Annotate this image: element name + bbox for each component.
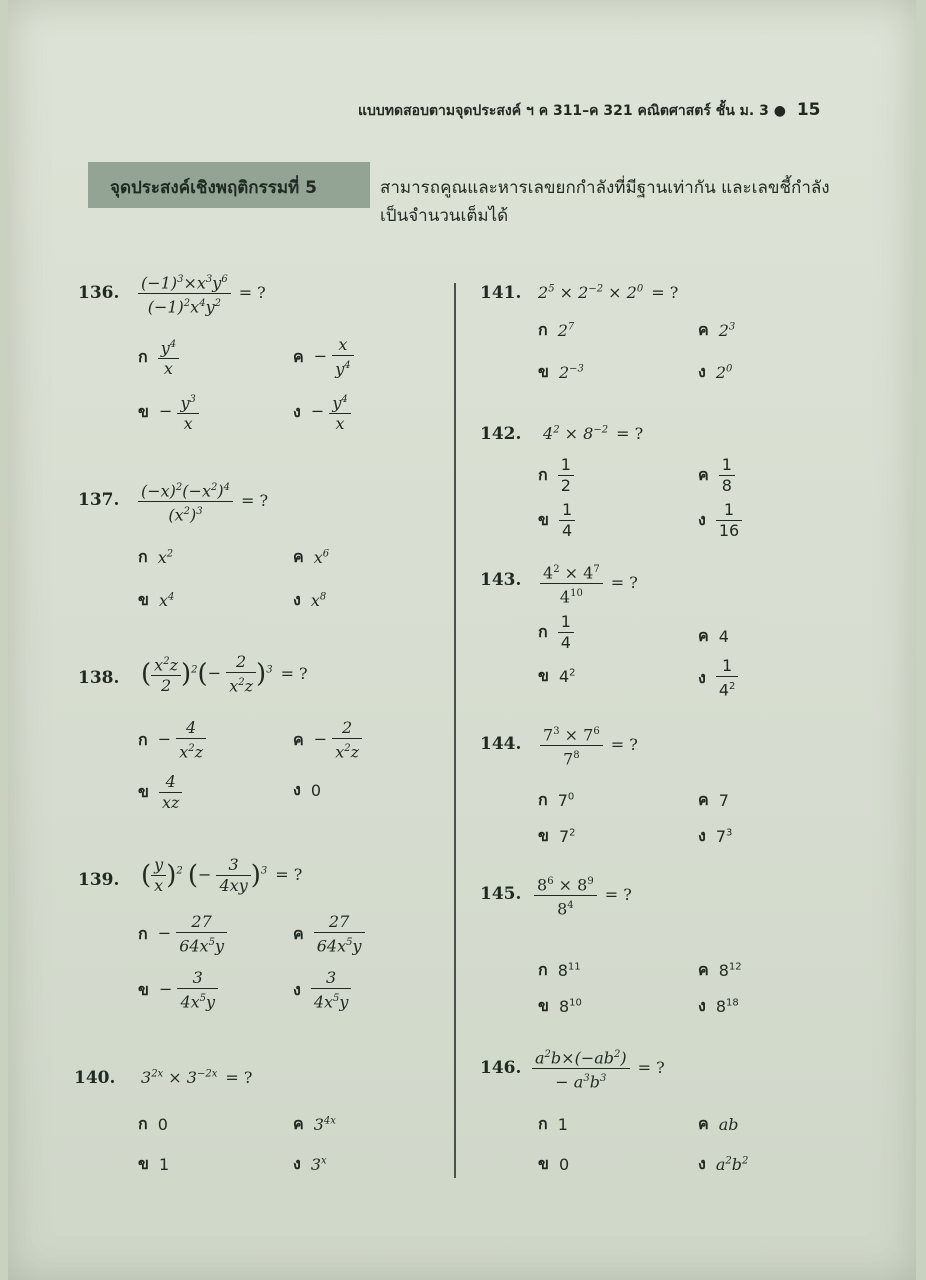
option-a[interactable]: ก 1 (538, 1114, 568, 1134)
page-number: 15 (796, 100, 821, 120)
option-c[interactable]: ค $8^{12}$ (698, 960, 742, 980)
option-d[interactable]: ง − $\frac{y^4}{x}$ (293, 390, 351, 434)
question-number: 138. (78, 668, 120, 688)
question-expression: $\frac{a^2b\times(-ab^2)}{- a^3b^3}$ = ? (532, 1045, 673, 1093)
page-header (358, 100, 848, 122)
option-b[interactable]: ข $7^2$ (538, 826, 576, 846)
option-c[interactable]: ค ab (698, 1114, 739, 1134)
option-d[interactable]: ง 0 (293, 780, 321, 800)
option-a[interactable]: ก $7^0$ (538, 790, 575, 810)
option-d[interactable]: ง $2^0$ (698, 362, 733, 382)
question-expression: $2^5 \times 2^{-2} \times 2^0$ = ? (538, 283, 679, 302)
option-a[interactable]: ก $\frac{1}{2}$ (538, 455, 574, 496)
question-number: 142. (480, 424, 522, 444)
option-c[interactable]: ค 7 (698, 790, 729, 810)
option-c[interactable]: ค $\frac{27}{64x^5y}$ (293, 912, 365, 956)
option-c[interactable]: ค − $\frac{2}{x^2z}$ (293, 718, 362, 762)
option-b[interactable]: ข $x^4$ (138, 590, 175, 610)
question-number: 143. (480, 570, 522, 590)
question-expression: $\frac{7^3 \times 7^6}{7^8}$ = ? (540, 722, 646, 770)
option-a[interactable]: ก $\frac{y^4}{x}$ (138, 335, 179, 379)
question-expression: $4^2 \times 8^{-2}$ = ? (543, 424, 644, 443)
option-d[interactable]: ง $x^8$ (293, 590, 327, 610)
option-b[interactable]: ข − $\frac{3}{4x^5y}$ (138, 968, 218, 1012)
question-number: 145. (480, 884, 522, 904)
option-d[interactable]: ง $7^3$ (698, 826, 733, 846)
question-number: 137. (78, 490, 120, 510)
page (8, 0, 916, 1280)
question-number: 144. (480, 734, 522, 754)
question-number: 140. (74, 1068, 116, 1088)
option-b[interactable]: ข $2^{-3}$ (538, 362, 584, 382)
header-text: แบบทดสอบตามจุดประสงค์ ฯ ค 311–ค 321 คณิตศาสตร์ ชั้น ม. 3 ● (358, 103, 786, 119)
option-c[interactable]: ค $3^{4x}$ (293, 1114, 336, 1134)
option-d[interactable]: ง $\frac{1}{16}$ (698, 500, 742, 541)
option-a[interactable]: ก $2^7$ (538, 320, 575, 340)
option-d[interactable]: ง $8^{18}$ (698, 996, 739, 1016)
option-a[interactable]: ก 0 (138, 1114, 168, 1134)
objective-title: จุดประสงค์เชิงพฤติกรรมที่ 5 (110, 178, 318, 198)
question-number: 139. (78, 870, 120, 890)
option-c[interactable]: ค 4 (698, 626, 729, 646)
option-b[interactable]: ข 1 (138, 1154, 170, 1174)
option-c[interactable]: ค $2^3$ (698, 320, 736, 340)
option-d[interactable]: ง 3$^x$ (293, 1154, 327, 1174)
question-expression: ( $\frac{y}{x}$ )$^2$ (− $\frac{3}{4xy}$ )$^3$ = ? (141, 855, 303, 895)
option-b[interactable]: ข $\frac{4}{xz}$ (138, 772, 182, 813)
option-d[interactable]: ง $a^2b^2$ (698, 1154, 749, 1174)
objective-title-box (88, 162, 370, 208)
option-b[interactable]: ข $\frac{1}{4}$ (538, 500, 575, 541)
option-c[interactable]: ค $\frac{1}{8}$ (698, 455, 735, 496)
question-expression: ( $\frac{x^2z}{2}$ )$^2$(− $\frac{2}{x^2z}$ )$^3$ = ? (141, 652, 308, 696)
question-expression: $3^{2x} \times 3^{-2x}$ = ? (141, 1068, 253, 1087)
option-d[interactable]: ง $\frac{1}{4^2}$ (698, 656, 738, 700)
option-a[interactable]: ก $x^2$ (138, 547, 174, 567)
option-c[interactable]: ค $x^6$ (293, 547, 330, 567)
option-b[interactable]: ข − $\frac{y^3}{x}$ (138, 390, 199, 434)
option-a[interactable]: ก $\frac{1}{4}$ (538, 612, 574, 653)
option-b[interactable]: ข $4^2$ (538, 666, 576, 686)
option-a[interactable]: ก $8^{11}$ (538, 960, 581, 980)
question-number: 141. (480, 283, 522, 303)
column-divider (454, 283, 456, 1178)
objective-text: สามารถคูณและหารเลขยกกำลังที่มีฐานเท่ากัน และเลขชี้กำลังเป็นจำนวนเต็มได้ (380, 178, 830, 226)
question-number: 136. (78, 283, 120, 303)
question-expression: $\frac{4^2 \times 4^7}{4^{10}}$ = ? (540, 560, 646, 608)
option-d[interactable]: ง $\frac{3}{4x^5y}$ (293, 968, 351, 1012)
option-b[interactable]: ข $8^{10}$ (538, 996, 582, 1016)
question-expression: $\frac{(-1)^3\times x^3y^6}{(-1)^2x^4y^2}$ = ? (138, 270, 274, 318)
question-number: 146. (480, 1058, 522, 1078)
question-expression: $\frac{(-x)^2(-x^2)^4}{(x^2)^3}$ = ? (138, 478, 276, 526)
option-a[interactable]: ก − $\frac{4}{x^2z}$ (138, 718, 206, 762)
question-expression: $\frac{8^6 \times 8^9}{8^4}$ = ? (534, 872, 640, 920)
option-c[interactable]: ค − $\frac{x}{y^4}$ (293, 335, 354, 379)
option-b[interactable]: ข 0 (538, 1154, 570, 1174)
option-a[interactable]: ก − $\frac{27}{64x^5y}$ (138, 912, 227, 956)
